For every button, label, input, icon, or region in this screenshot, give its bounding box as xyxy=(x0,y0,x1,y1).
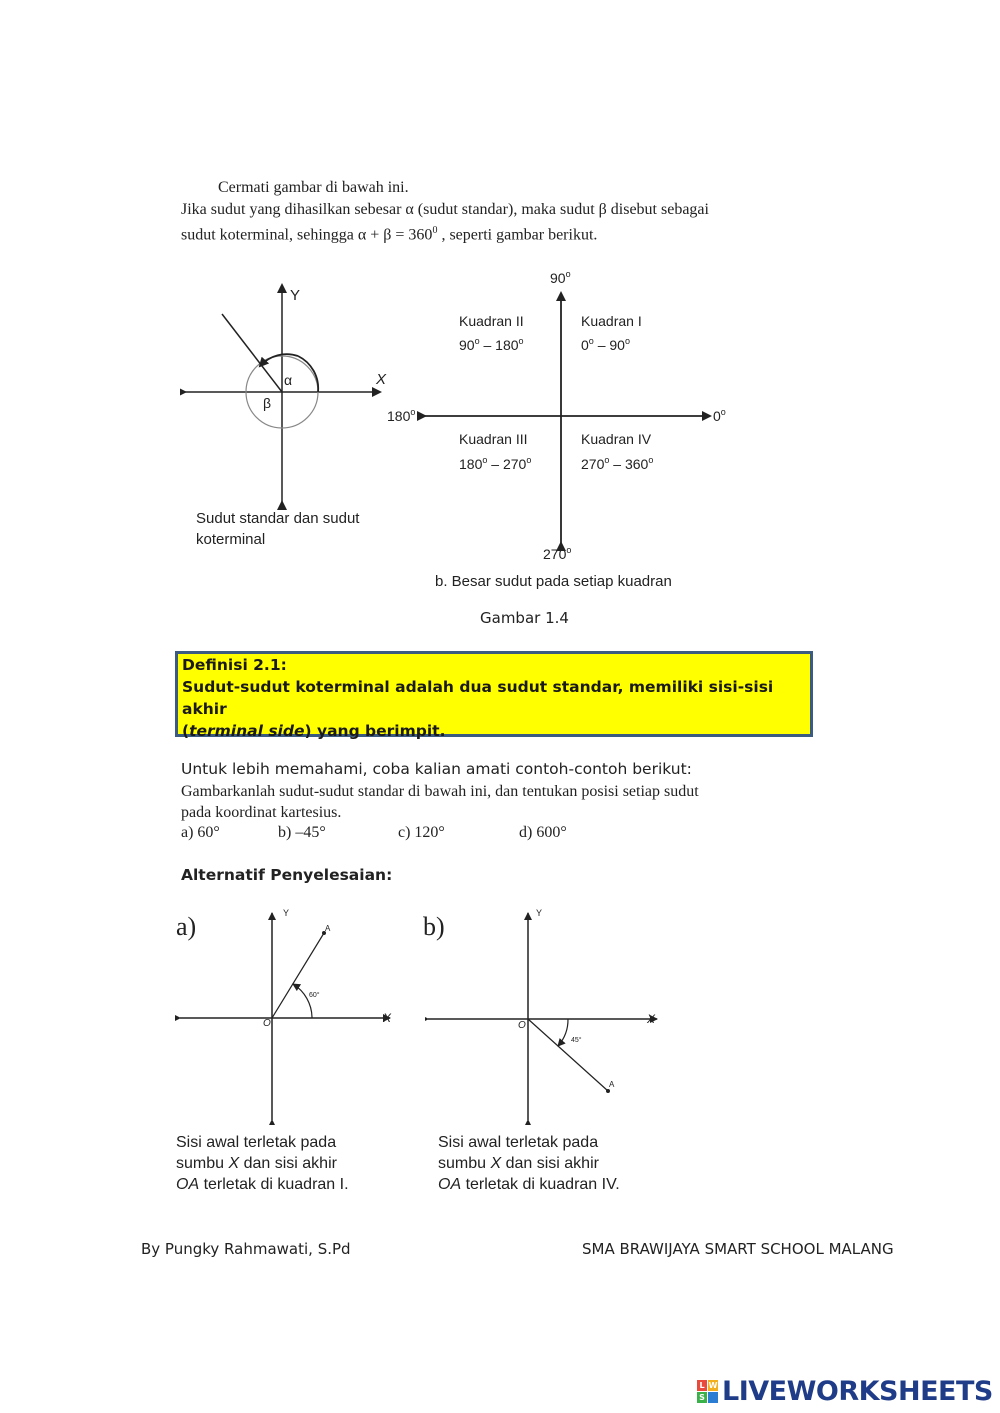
option-a: a) 60° xyxy=(181,824,220,841)
example-intro: Untuk lebih memahami, coba kalian amati contoh-contoh berikut: xyxy=(181,760,692,778)
option-c: c) 120° xyxy=(398,824,445,841)
b-point-label: A xyxy=(609,1080,615,1089)
x-axis-label: X xyxy=(376,371,387,388)
label-90: 90$^o$ xyxy=(550,269,571,286)
solution-b-caption: Sisi awal terletak pada sumbu X dan sisi akhir OA terletak di kuadran IV. xyxy=(438,1134,620,1193)
solution-b-label: b) xyxy=(423,912,445,941)
a-angle-arc xyxy=(293,984,312,1018)
definition-line-1: Sudut-sudut koterminal adalah dua sudut standar, memiliki sisi-sisi akhir xyxy=(182,678,774,718)
solution-a-figure xyxy=(175,905,400,1125)
b-terminal-side xyxy=(528,1019,608,1091)
a-y-label: Y xyxy=(283,908,290,918)
b-angle-arc xyxy=(558,1019,568,1046)
a-angle-label: 60° xyxy=(309,992,320,999)
a-terminal-side xyxy=(272,933,324,1018)
footer-school: SMA BRAWIJAYA SMART SCHOOL MALANG xyxy=(582,1240,894,1258)
left-figure-caption: Sudut standar dan sudut koterminal xyxy=(196,510,360,548)
solution-b-figure xyxy=(425,905,665,1125)
footer-author: By Pungky Rahmawati, S.Pd xyxy=(141,1240,351,1258)
b-point xyxy=(606,1089,610,1093)
intro-line-1: Cermati gambar di bawah ini. xyxy=(218,179,409,196)
b-y-label: Y xyxy=(536,908,543,918)
a-x-label: X xyxy=(383,1011,392,1025)
terminal-side xyxy=(222,314,282,392)
q4-name: Kuadran IV xyxy=(581,431,652,447)
right-figure-caption: b. Besar sudut pada setiap kuadran xyxy=(435,573,672,590)
q2-range: 90$^o$ – 180$^o$ xyxy=(459,336,524,353)
example-line-1: Gambarkanlah sudut-sudut standar di bawah ini, dan tentukan posisi setiap sudut xyxy=(181,783,699,800)
option-b: b) –45° xyxy=(278,824,326,841)
intro-line-2: Jika sudut yang dihasilkan sebesar α (sudut standar), maka sudut β disebut sebagai xyxy=(181,201,709,218)
q4-range: 270$^o$ – 360$^o$ xyxy=(581,455,654,472)
quadrant-figure xyxy=(385,265,745,565)
a-origin-label: O xyxy=(263,1018,271,1029)
q1-range: 0$^o$ – 90$^o$ xyxy=(581,336,630,353)
solution-heading: Alternatif Penyelesaian: xyxy=(181,866,393,884)
definition-line-2: (terminal side) yang berimpit. xyxy=(182,722,446,740)
q3-range: 180$^o$ – 270$^o$ xyxy=(459,455,532,472)
b-origin-label: O xyxy=(518,1020,526,1031)
example-line-2: pada koordinat kartesius. xyxy=(181,804,342,821)
label-0: 0$^o$ xyxy=(713,407,726,424)
b-x-label: X xyxy=(647,1012,656,1026)
b-angle-label: 45° xyxy=(571,1037,582,1044)
label-270: 270$^o$ xyxy=(543,545,572,562)
a-point-label: A xyxy=(325,924,331,933)
figure-caption: Gambar 1.4 xyxy=(480,609,569,627)
definition-box xyxy=(175,651,813,740)
solution-a-label: a) xyxy=(176,912,197,941)
q1-name: Kuadran I xyxy=(581,313,642,329)
definition-title: Definisi 2.1: xyxy=(182,656,287,674)
label-180: 180$^o$ xyxy=(387,407,416,424)
beta-label: β xyxy=(263,395,272,411)
q3-name: Kuadran III xyxy=(459,431,528,447)
alpha-label: α xyxy=(284,372,293,388)
solution-a-caption: Sisi awal terletak pada sumbu X dan sisi akhir OA terletak di kuadran I. xyxy=(176,1134,349,1193)
option-d: d) 600° xyxy=(519,824,567,841)
q2-name: Kuadran II xyxy=(459,313,524,329)
intro-line-3: sudut koterminal, sehingga $\alpha + \beta = 360^0$ , seperti gambar berikut. xyxy=(181,225,598,244)
y-axis-label: Y xyxy=(290,287,301,304)
liveworksheets-logo-icon: L W S xyxy=(697,1380,719,1404)
liveworksheets-brand: LIVEWORKSHEETS xyxy=(722,1376,993,1407)
